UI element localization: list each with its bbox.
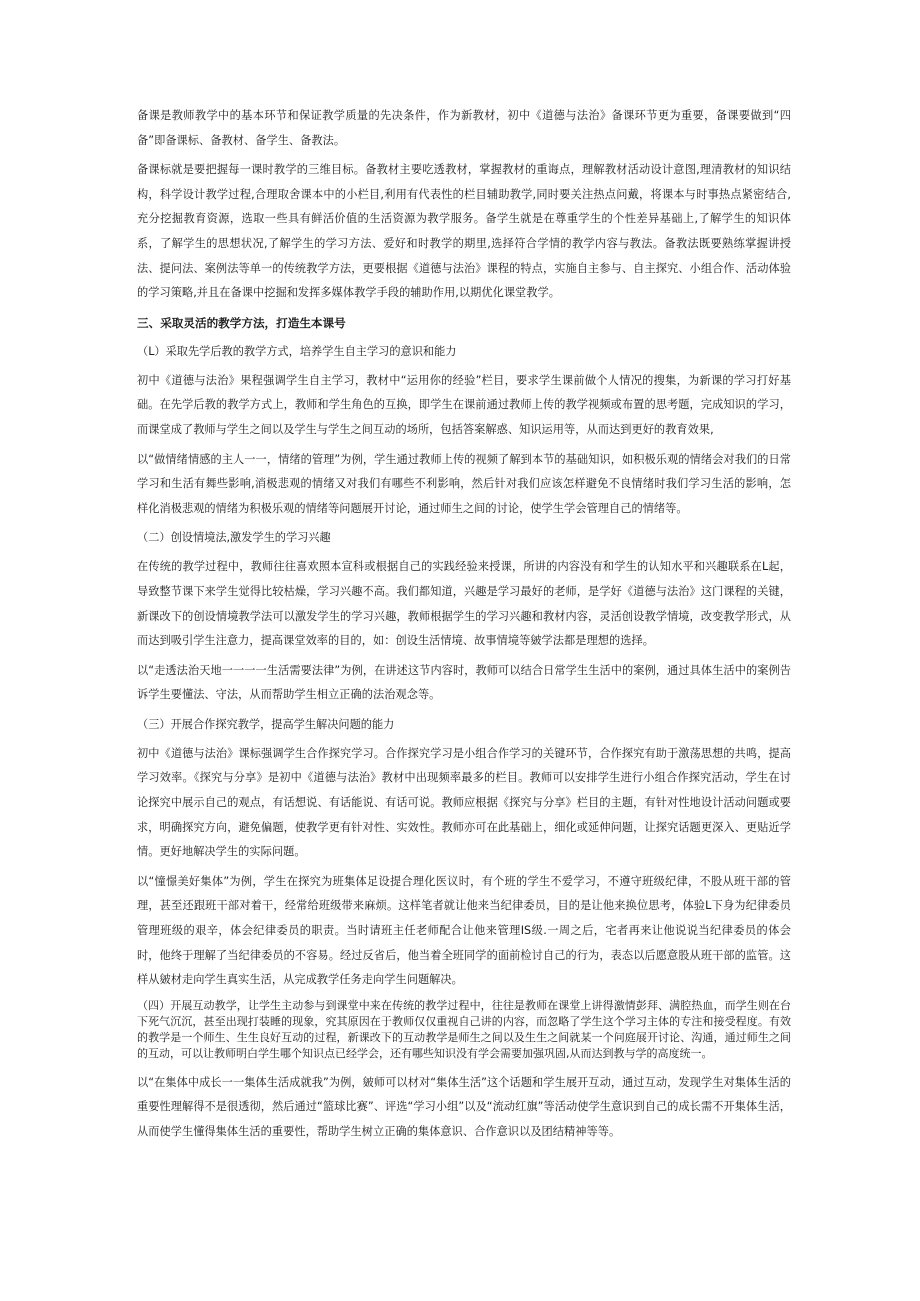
- subheading-three: （三）开展合作探究教学，提高学生解决问题的能力: [137, 717, 395, 731]
- subheading-two: （二）创设情境法,激发学生的学习兴趣: [137, 531, 331, 545]
- subheading-one: （L）采取先学后教的教学方式，培养学生自主学习的意识和能力: [137, 344, 457, 358]
- paragraph-law-example: 以“走透法治天地一一一一生活需要法律”为例，在讲述这节内容时，教师可以结合日常学生生活中的案例，通过具体生活中的案例告诉学生要懂法、守法，从而帮助学生相立正确的法治观念等。: [137, 663, 791, 702]
- paragraph-emotion-example: 以“做情绪情感的主人一一，情绪的管理”为例，学生通过教师上传的视频了解到本节的基础知识，如积极乐观的情绪会对我们的日常学习和生活有舞些影响,消极悲观的情绪又对我们有哪些不利影响，然后针对我们应该怎样避免不良情绪时我们学习生活的影响，怎样化消极悲观的情绪为积极乐观的情绪等问题展开讨论，通过师生之间的讨论，使学生学会管理自己的情绪等。: [137, 452, 791, 515]
- paragraph-cooperative-inquiry: 初中《道德与法治》课标强调学生合作探究学习。合作探究学习是小组合作学习的关键环节，合作探究有助于激荡思想的共鸣，提高学习效率。《探究与分享》是初中《道德与法治》教材中出现频率最多的栏目。教师可以安排学生进行小组合作探究活动，学生在讨论探究中展示自己的观点，有话想说、有话能说、有话可说。教师应根据《探究与分享》栏目的主题，有针对性地设计活动问题或要求，明确探究方向，避免偏题，使教学更有针对性、实效性。教师亦可在此基础上，细化或延伸问题，让探究话题更深入、更贴近学情。更好地解决学生的实际问题。: [137, 746, 791, 859]
- document-body: [137, 104, 791, 1149]
- paragraph-four-preparations: 备课标就是要把握每一课时教学的三维目标。备教材主要吃透教材，掌握教材的重诲点，理解教材活动设计意图,理清教材的知识结构，科学设计教学过程,合理取舍课本中的小栏目,利用有代表性的栏目辅助教学,同时要关注热点问戴，将课本与时事热点紧密结合,充分挖掘教育资源，选取一些具有鲜活价值的生活资源为教学服务。备学生就是在尊重学生的个性差异基础上,了解学生的知识体系，了解学生的思想状况,了解学生的学习方法、爱好和时教学的期里,选择符合学情的教学内容与教法。备教法既要熟练掌握讲授法、提问法、案例法等单一的传统教学方法，更要根据《道德与法治》课程的特点，实施自主参与、自主探究、小组合作、活动体验的学习策略,并且在备课中挖掘和发挥多媒体教学手段的辅助作用,以期优化课堂教学。: [137, 163, 791, 300]
- paragraph-collective-life-example: 以“在集体中成长一一集体生活成就我”为例，皴师可以材对“集体生活”这个话题和学生展开互动，通过互动，发现学生对集体生活的重要性理解得不是很透彻，然后通过“篮球比赛”、评选“学习小组”以及“流动红旗”等活动使学生意识到自己的成长需不开集体生活，从而使学生懂得集体生活的重要性，帮助学生树立正确的集体意识、合作意识以及团结精神等等。: [137, 1075, 791, 1138]
- section-heading-three: 三、采取灵活的教学方法，打造生本课号: [137, 315, 346, 330]
- paragraph-collective-example: 以“憧憬美好集体”为例，学生在探究为班集体足设提合理化医议时，有个班的学生不爱学习，不遵守班级纪律，不股从班干部的管理，甚至还跟班干部对着干，经常给班级带来麻烦。这样笔者就让他来当纪律委员，目的是让他来换位思考，体验L下身为纪律委员管理班级的艰辛，体会纪律委员的职责。当时请班主任老师配合让他来管理IS级.一周之后，宅者再来让他说说当纪律委员的体会时，他终于理解了当纪律委员的不容易。经过反省后，他当着全班同学的面前检讨自己的行为，表态以后愿意股从班干部的监管。这样从皴材走向学生真实生活，从完成教学任务走向学生问题解决。: [137, 874, 791, 987]
- paragraph-interactive-teaching: （四）开展互动教学，让学生主动参与到课堂中来在传统的教学过程中，往往是教师在课堂上讲得激情彭拜、满腔热血，而学生则在台下死气沉沉，甚至出现打装睡的现象，究其原因在于教师仅仅重视自己讲的内容，而忽略了学生这个学习主体的专注和接受程度。有效的教学是一个师生、生生良好互动的过程，新课改下的互动教学是师生之间以及生生之间就某一个问庭展开讨论、沟通，通过师生之间的互动，可以让教师明白学生哪个知识点已经学会，还有哪些知识没有学会需要加强巩固,从而达到教与学的高度统一。: [137, 998, 791, 1061]
- paragraph-lesson-prep-intro: 备课是教师教学中的基本环节和保证教学质量的先决条件，作为新教材，初中《道德与法治》备课环节更为重要，备课要做到“四备”即备课标、备教材、备学生、备教法。: [137, 109, 791, 147]
- paragraph-situational-teaching: 在传统的教学过程中，教师往往喜欢照本宣科或根据自己的实践经验来授课，所讲的内容没有和学生的认知水平和兴趣联系在L起，导致整节课下来学生觉得比较枯燥，学习兴趣不高。我们都知道，兴趣是学习最好的老师，是学好《道德与法治》这门课程的关键，新课改下的创设情境教学法可以激发学生的学习兴趣，教师根据学生的学习兴趣和教材内容，灵活创设教学情境，改变教学形式，从而达到吸引学生注意力，提高课堂效率的目的，如：创设生活情境、故事情境等皴学法都是理想的选择。: [137, 560, 791, 648]
- paragraph-self-learning: 初中《道德与法治》果程强调学生自主学习，教材中“运用你的经验”栏目，要求学生课前做个人情况的搜集，为新课的学习打好基础。在先学后教的教学方式上，教师和学生角色的互换，即学生在课前通过教师上传的教学视频或布置的思考题，完成知识的学习，而课堂成了教师与学生之间以及学生与学生之间互动的场所，包括答案解惑、知识运用等，从而达到更好的教育效果,: [137, 373, 791, 436]
